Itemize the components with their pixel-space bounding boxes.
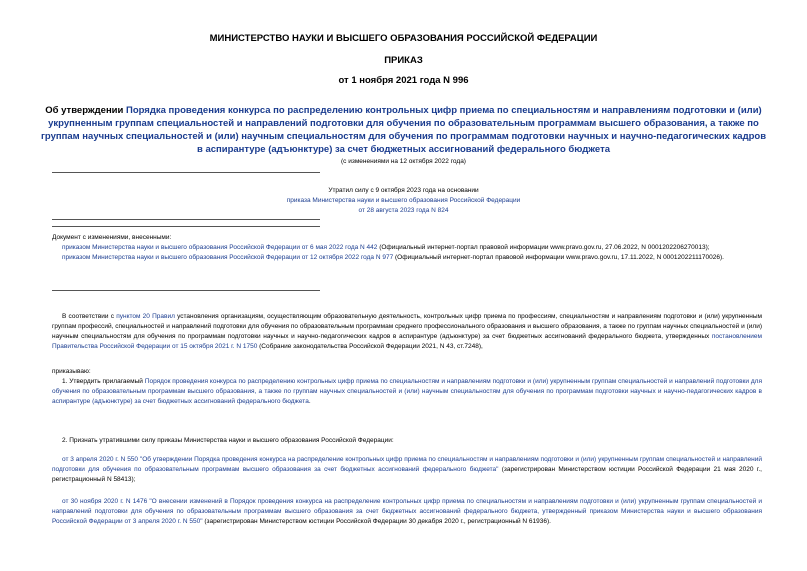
lost-force-link[interactable]: приказа Министерства науки и высшего образования Российской Федерации bbox=[286, 197, 521, 204]
text: . bbox=[308, 398, 311, 405]
amendments-block bbox=[52, 233, 762, 263]
document-type: ПРИКАЗ bbox=[384, 55, 423, 66]
repealed-order-item bbox=[52, 497, 762, 527]
text: установления организациям, осуществляющим образовательную деятельность, контрольных цифр приема по профессиям, специальностям и направлениям подготовки и (или) укрупненным группам профессий, специальностей и направлений подготовки для обучения по образовательным программам среднего профессионального образования и высшего образования, а также по группам научных специальностей и (или) научным специальностям для обучения по программам подготовки научных и научно-педагогических кадров в аспирантуре (адъюнктуре) за счет бюджетных ассигнований федерального бюджета, утвержденных bbox=[52, 313, 762, 340]
title-link[interactable]: Порядка проведения конкурса по распределению контрольных цифр приема по специальностям и направлениям подготовки и (или) укрупненным группам специальностей и направлений подготовки для обучения по образовательным программам высшего образования, а также по группам научных специальностей и (или) научным специальностям для обучения по программам подготовки научных и научно-педагогических кадров в аспирантуре (адъюнктуре) за счет бюджетных ассигнований федерального бюджета bbox=[40, 105, 767, 155]
amended-note: (с изменениями на 12 октября 2022 года) bbox=[341, 158, 466, 165]
amendment-item bbox=[52, 243, 762, 253]
body-paragraph-approve bbox=[52, 377, 762, 407]
text: (зарегистрирован Министерством юстиции Российской Федерации 30 декабря 2020 г., регистрационный N 61936). bbox=[202, 518, 551, 525]
lost-force-link-date[interactable]: от 28 августа 2023 года N 824 bbox=[358, 207, 449, 214]
title-prefix: Об утверждении bbox=[45, 105, 126, 116]
amendment-text: (Официальный интернет-портал правовой информации www.pravo.gov.ru, 17.11.2022, N 0001202211170026). bbox=[393, 254, 724, 261]
divider bbox=[52, 219, 320, 220]
body-paragraph-order: приказываю: bbox=[52, 368, 91, 375]
date-number: от 1 ноября 2021 года N 996 bbox=[338, 75, 469, 86]
repealed-order-link[interactable]: от 30 ноября 2020 г. N 1476 "О внесении изменений в Порядок проведения конкурса на распределение контрольных цифр приема по специальностям и направлениям подготовки и (или) укрупненным группам специальностей и направлений подготовки для обучения по образовательным программам высшего образования за счет бюджетных ассигнований федерального бюджета, утвержденный приказом Министерства науки и высшего образования Российской Федерации от 3 апреля 2020 г. N 550" bbox=[52, 498, 762, 525]
resolution-link[interactable]: постановлением Правительства Российской Федерации от 15 октября 2021 г. N 1750 bbox=[52, 333, 762, 350]
amendment-item bbox=[52, 253, 762, 263]
ministry-heading: МИНИСТЕРСТВО НАУКИ И ВЫСШЕГО ОБРАЗОВАНИЯ РОССИЙСКОЙ ФЕДЕРАЦИИ bbox=[209, 33, 598, 44]
repealed-order-item bbox=[52, 455, 762, 485]
amendment-text: (Официальный интернет-портал правовой информации www.pravo.gov.ru, 27.06.2022, N 0001202206270013); bbox=[377, 244, 710, 251]
text: (зарегистрирован Министерством юстиции Российской Федерации 21 мая 2020 г., регистрационный N 58413); bbox=[52, 466, 762, 483]
lost-force-text: Утратил силу с 9 октября 2023 года на основании bbox=[328, 187, 479, 194]
body-paragraph-repeal: 2. Признать утратившими силу приказы Министерства науки и высшего образования Российской Федерации: bbox=[62, 437, 394, 444]
text: В соответствии с bbox=[62, 313, 117, 320]
procedure-link[interactable]: Порядок проведения конкурса по распределению контрольных цифр приема по специальностям и направлениям подготовки и (или) укрупненным группам специальностей и направлений подготовки для обучения по образовательным программам высшего образования, а также по группам научных специальностей и (или) научным специальностям для обучения по программам подготовки научных и научно-педагогических кадров в аспирантуре (адъюнктуре) за счет бюджетных ассигнований федерального бюджета bbox=[52, 378, 762, 405]
body-paragraph-basis bbox=[52, 312, 762, 352]
text: 1. Утвердить прилагаемый bbox=[62, 378, 145, 385]
amendment-link[interactable]: приказом Министерства науки и высшего образования Российской Федерации от 6 мая 2022 года N 442 bbox=[62, 244, 378, 251]
rules-link[interactable]: пунктом 20 Правил bbox=[116, 313, 175, 320]
text: (Собрание законодательства Российской Федерации 2021, N 43, ст.7248), bbox=[257, 343, 483, 350]
amendments-heading: Документ с изменениями, внесенными: bbox=[52, 234, 172, 241]
divider bbox=[52, 290, 320, 291]
lost-force-block bbox=[220, 186, 587, 216]
divider bbox=[52, 172, 320, 173]
divider bbox=[52, 226, 320, 227]
document-title bbox=[40, 104, 767, 156]
repealed-order-link[interactable]: от 3 апреля 2020 г. N 550 "Об утверждении Порядка проведения конкурса на распределение контрольных цифр приема по специальностям и направлениям подготовки и (или) укрупненным группам специальностей и направлений подготовки для обучения по образовательным программам высшего образования за счет бюджетных ассигнований федерального бюджета" bbox=[52, 456, 762, 473]
amendment-link[interactable]: приказом Министерства науки и высшего образования Российской Федерации от 12 октября 2022 года N 977 bbox=[62, 254, 394, 261]
